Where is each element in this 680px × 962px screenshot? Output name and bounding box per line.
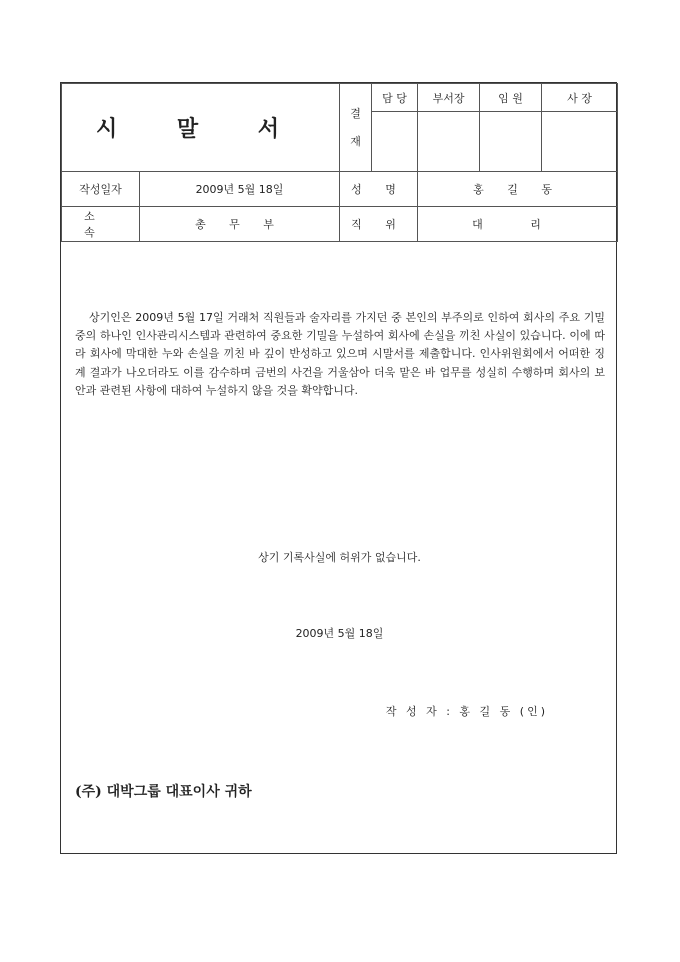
approval-label [340,84,372,172]
dept-value: 총 무 부 [140,207,340,242]
name-value: 홍 길 동 [418,172,618,207]
position-value: 대 리 [418,207,618,242]
position-label: 직 위 [340,207,418,242]
header-table [61,83,618,242]
role-president: 사 장 [542,84,618,112]
date-value: 2009년 5월 18일 [140,172,340,207]
signer-line: 작 성 자 : 홍 길 동 (인) [385,705,548,718]
sign-date: 2009년 5월 18일 [295,627,384,640]
approval-label-top: 결 [350,106,361,120]
recipient-line: (주) 대박그룹 대표이사 귀하 [75,784,252,800]
confirmation-line: 상기 기록사실에 허위가 없습니다. [258,551,421,564]
statement-body: 상기인은 2009년 5월 17일 거래처 직원들과 술자리를 가지던 중 본인의 부주의로 인하여 회사의 주요 기밀 중의 하나인 인사관리시스템과 관련하여 중요한 기밀을 누설하여 회사에 손실을 끼친 사실이 있습니다. 이에 따라 회사에 막대한 누와 손실을 끼친 바 깊이 반성하고 있으며 시말서를 제출합니다. 인사위원회에서 어떠한 징계 결과가 나오더라도 이를 감수하며 금번의 사건을 거울삼아 더욱 맡은 바 업무를 성실히 수행하며 회사의 보안과 관련된 사항에 대하여 누설하지 않을 것을 확약합니다. [75,311,605,397]
dept-label: 소 속 [62,207,140,242]
name-label: 성 명 [340,172,418,207]
sign-box-executive[interactable] [480,112,542,172]
apology-form [60,82,617,854]
role-executive: 임 원 [480,84,542,112]
sign-box-dept-head[interactable] [418,112,480,172]
role-dept-head: 부서장 [418,84,480,112]
form-title-cell [62,84,340,172]
form-title: 시 말 서 [95,116,306,142]
sign-box-staff[interactable] [372,112,418,172]
approval-label-bottom: 재 [350,134,361,148]
role-staff: 담 당 [372,84,418,112]
date-label: 작성일자 [62,172,140,207]
sign-box-president[interactable] [542,112,618,172]
